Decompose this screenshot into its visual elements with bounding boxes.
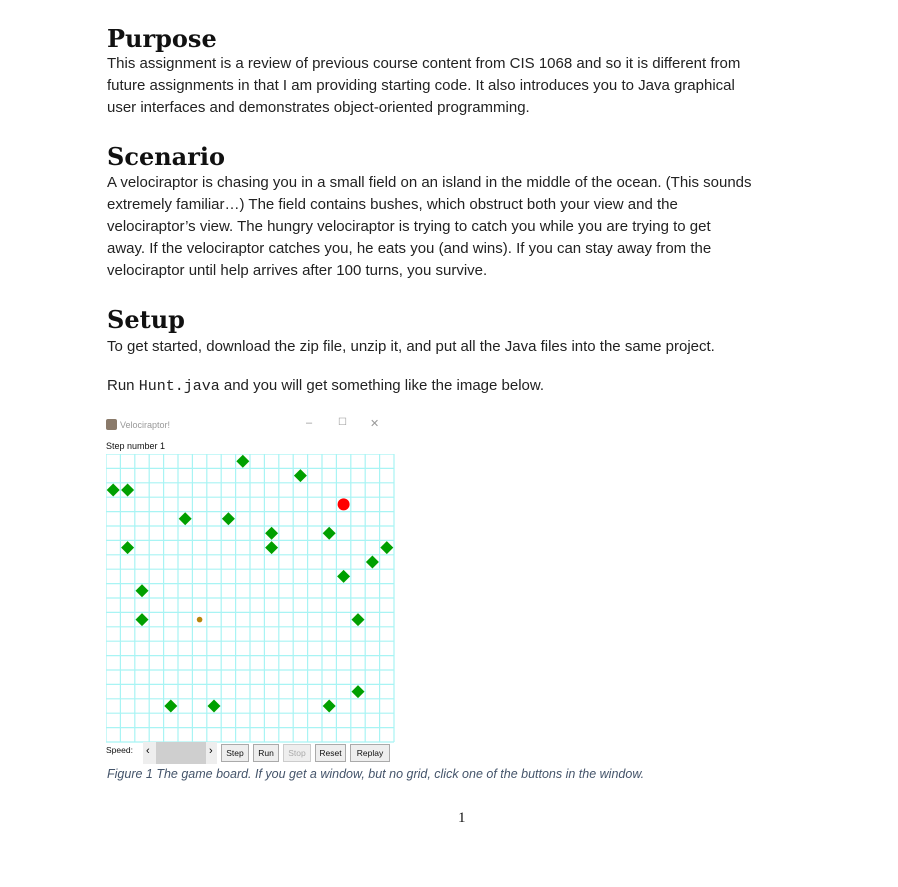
bush [179,512,192,525]
bush [208,700,221,713]
window-title: Velociraptor! [120,420,171,430]
scenario-paragraph [107,172,752,282]
bush [164,700,177,713]
scroll-thumb[interactable] [156,742,206,764]
bush [136,584,149,597]
bush [265,541,278,554]
run-text-rest: and you will get something like the image below. [219,377,545,394]
bush [323,527,336,540]
speed-label: Speed: [106,745,133,755]
run-text: Run [107,377,139,394]
maximize-icon[interactable]: ☐ [338,417,347,428]
player [197,617,203,623]
purpose-paragraph [107,53,740,119]
text-line: away. If the velociraptor catches you, he eats you (and wins). If you can stay away from the [107,240,712,257]
bush [107,484,120,497]
bush [366,556,379,569]
velociraptor [338,498,350,510]
bush [121,484,134,497]
bush [265,527,278,540]
replay-button[interactable]: Replay [350,744,390,762]
run-instruction [107,375,544,398]
text-line: user interfaces and demonstrates object-oriented programming. [107,99,530,116]
close-icon[interactable]: ✕ [370,418,380,430]
text-line: A velociraptor is chasing you in a small field on an island in the middle of the ocean. (This sounds [107,174,752,191]
bush [222,512,235,525]
bush [294,469,307,482]
speed-scrollbar[interactable] [143,742,217,764]
scroll-left-icon[interactable]: ‹ [146,745,150,757]
bush [337,570,350,583]
app-icon [106,419,117,430]
step-label: Step number 1 [106,441,166,451]
minimize-icon[interactable]: – [306,417,313,429]
text-line: To get started, download the zip file, unzip it, and put all the Java files into the same project. [107,338,715,355]
step-button[interactable]: Step [221,744,249,762]
velociraptor-window-screenshot [100,414,400,764]
run-button[interactable]: Run [253,744,279,762]
bush [121,541,134,554]
bush [323,700,336,713]
code-filename: Hunt.java [138,378,220,395]
text-line: This assignment is a review of previous course content from CIS 1068 and so it is different from [107,55,741,72]
text-line: extremely familiar…) The field contains bushes, which obstruct both your view and the [107,196,678,213]
heading-purpose: Purpose [107,24,217,53]
bush [236,455,249,468]
heading-setup: Setup [107,305,185,334]
bush [352,613,365,626]
figure-caption: Figure 1 The game board. If you get a window, but no grid, click one of the buttons in the window. [107,767,645,781]
stop-button[interactable]: Stop [283,744,311,762]
heading-scenario: Scenario [107,142,225,171]
text-line: velociraptor until help arrives after 100 turns, you survive. [107,262,488,279]
scroll-right-icon[interactable]: › [209,745,213,757]
bush [352,685,365,698]
text-line: velociraptor’s view. The hungry velociraptor is trying to catch you while you are trying to get [107,218,711,235]
setup-paragraph [107,336,715,358]
bush [380,541,393,554]
bush [136,613,149,626]
game-board [106,454,396,744]
text-line: future assignments in that I am providing starting code. It also introduces you to Java graphical [107,77,735,94]
page-number: 1 [458,810,466,826]
reset-button[interactable]: Reset [315,744,346,762]
